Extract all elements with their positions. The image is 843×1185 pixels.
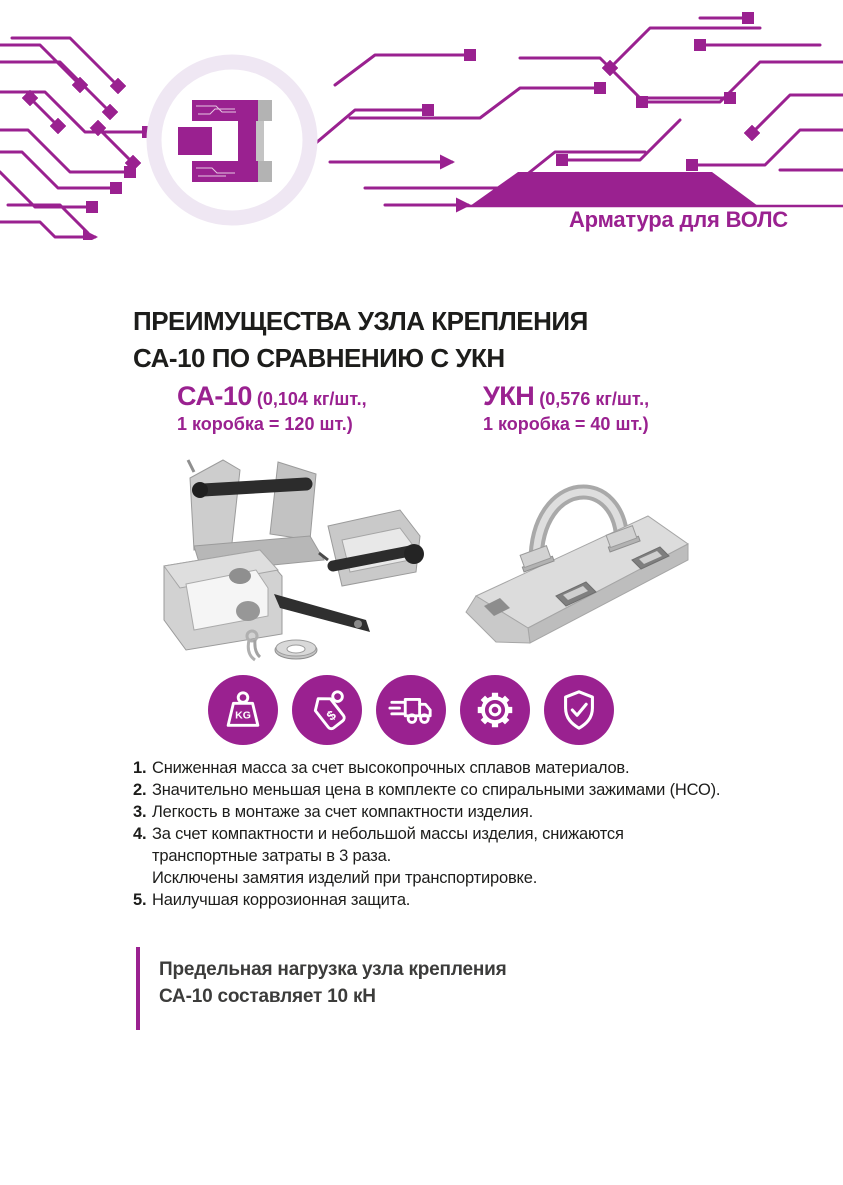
advantages-list xyxy=(133,757,733,911)
page-title-line2: СА-10 ПО СРАВНЕНИЮ С УКН xyxy=(133,343,505,373)
item-text: За счет компактности и небольшой массы изделия, снижаются xyxy=(152,825,624,843)
dollar-label: $ xyxy=(323,707,339,724)
item-text: Наилучшая коррозионная защита. xyxy=(152,891,411,909)
item-text: Сниженная масса за счет высокопрочных сплавов материалов. xyxy=(152,759,630,777)
caption-sa10 xyxy=(177,383,367,436)
list-item xyxy=(133,779,733,801)
gear-icon xyxy=(460,675,530,745)
item-text: Значительно меньшая цена в комплекте со спиральными зажимами (НСО). xyxy=(152,781,721,799)
item-number: 3. xyxy=(133,803,147,821)
item-text: транспортные затраты в 3 раза. xyxy=(152,847,392,865)
feature-icons-row xyxy=(208,675,614,745)
sa10-box-spec: 1 коробка = 120 шт.) xyxy=(177,414,353,434)
kg-label: KG xyxy=(235,709,251,722)
load-limit-callout xyxy=(159,956,506,1010)
item-number: 5. xyxy=(133,891,147,909)
ukn-weight-spec: (0,576 кг/шт., xyxy=(539,389,650,409)
sa10-product-name: СА-10 xyxy=(177,381,252,411)
page-title xyxy=(133,303,588,377)
sa10-weight-spec: (0,104 кг/шт., xyxy=(256,389,367,409)
item-text: Исключены замятия изделий при транспортировке. xyxy=(152,869,538,887)
callout-line2: СА-10 составляет 10 кН xyxy=(159,986,376,1007)
page-title-line1: ПРЕИМУЩЕСТВА УЗЛА КРЕПЛЕНИЯ xyxy=(133,306,588,336)
brand-tagline: Арматура для ВОЛС xyxy=(568,207,788,232)
delivery-truck-icon xyxy=(376,675,446,745)
item-number: 4. xyxy=(133,825,147,843)
callout-line1: Предельная нагрузка узла крепления xyxy=(159,959,507,980)
header-trapezoid xyxy=(470,172,758,206)
item-number: 2. xyxy=(133,781,147,799)
ukn-product-photo xyxy=(436,444,716,654)
ukn-box-spec: 1 коробка = 40 шт.) xyxy=(483,414,649,434)
list-item xyxy=(133,889,733,911)
list-item xyxy=(133,823,733,889)
company-logo xyxy=(154,62,310,218)
header-circuit-decoration xyxy=(0,0,843,240)
sa10-product-photo xyxy=(128,448,448,668)
price-tag-icon xyxy=(292,675,362,745)
callout-accent-bar xyxy=(136,947,140,1030)
ukn-product-name: УКН xyxy=(483,381,535,411)
list-item xyxy=(133,757,733,779)
list-item xyxy=(133,801,733,823)
weight-kg-icon xyxy=(208,675,278,745)
logo-ring xyxy=(154,62,310,218)
item-number: 1. xyxy=(133,759,147,777)
caption-ukn xyxy=(483,383,649,436)
item-text: Легкость в монтаже за счет компактности изделия. xyxy=(152,803,534,821)
shield-check-icon xyxy=(544,675,614,745)
